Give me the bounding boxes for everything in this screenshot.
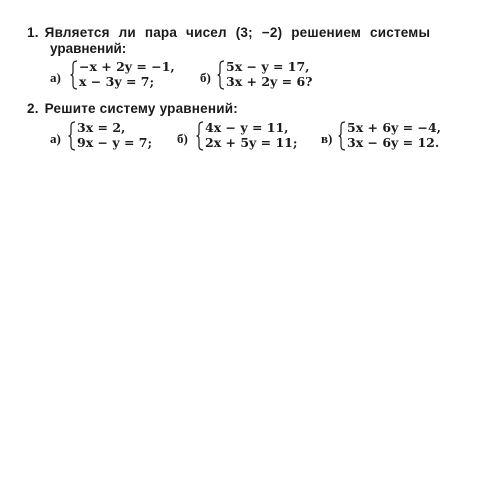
brace-icon: [196, 121, 204, 151]
brace-icon: [217, 60, 225, 90]
problem-2-item-b-label: б): [177, 131, 188, 146]
problem-2-item-c-system: [338, 121, 458, 153]
problem-1-item-a-label: а): [50, 70, 61, 85]
problem-1-item-a-eq-2: x − 3y = 7;: [79, 74, 155, 89]
problem-1-item-b-system: [217, 60, 327, 92]
problem-2-item-b-eq-2: 2x + 5y = 11;: [205, 135, 298, 150]
problem-1-number: 1.: [27, 25, 39, 40]
problem-1-item-b-eq-1: 5x − y = 17,: [226, 59, 310, 74]
problem-2-line-1: [27, 101, 238, 116]
problem-2-item-a-eq-2: 9x − y = 7;: [77, 135, 153, 150]
brace-icon: [70, 60, 78, 90]
brace-icon: [68, 121, 76, 151]
problem-2-item-b-eq-1: 4x − y = 11,: [205, 120, 289, 135]
problem-1-item-b-eq-2: 3x + 2y = 6?: [226, 74, 313, 89]
problem-2-item-a-system: [68, 121, 168, 153]
problem-2-item-c-eq-1: 5x + 6y = −4,: [347, 120, 441, 135]
problem-1-item-b-label: б): [200, 70, 211, 85]
problem-2-number: 2.: [27, 101, 39, 116]
problem-2-item-b-system: [196, 121, 306, 153]
problem-2-text: Решите систему уравнений:: [44, 101, 238, 116]
problem-1-item-a-system: [70, 60, 180, 92]
problem-2-item-a-label: а): [50, 131, 61, 146]
problem-2-item-a-eq-1: 3x = 2,: [77, 120, 126, 135]
brace-icon: [338, 121, 346, 151]
problem-1-item-a-eq-1: −x + 2y = −1,: [79, 59, 175, 74]
problem-2-item-c-label: в): [321, 131, 333, 146]
problem-2-item-c-eq-2: 3x − 6y = 12.: [347, 135, 440, 150]
problem-1-text: Является ли пара чисел (3; −2) решением системы: [44, 25, 431, 40]
problem-1-line-2: уравнений:: [50, 41, 127, 56]
problem-1-line-1: [27, 25, 430, 40]
